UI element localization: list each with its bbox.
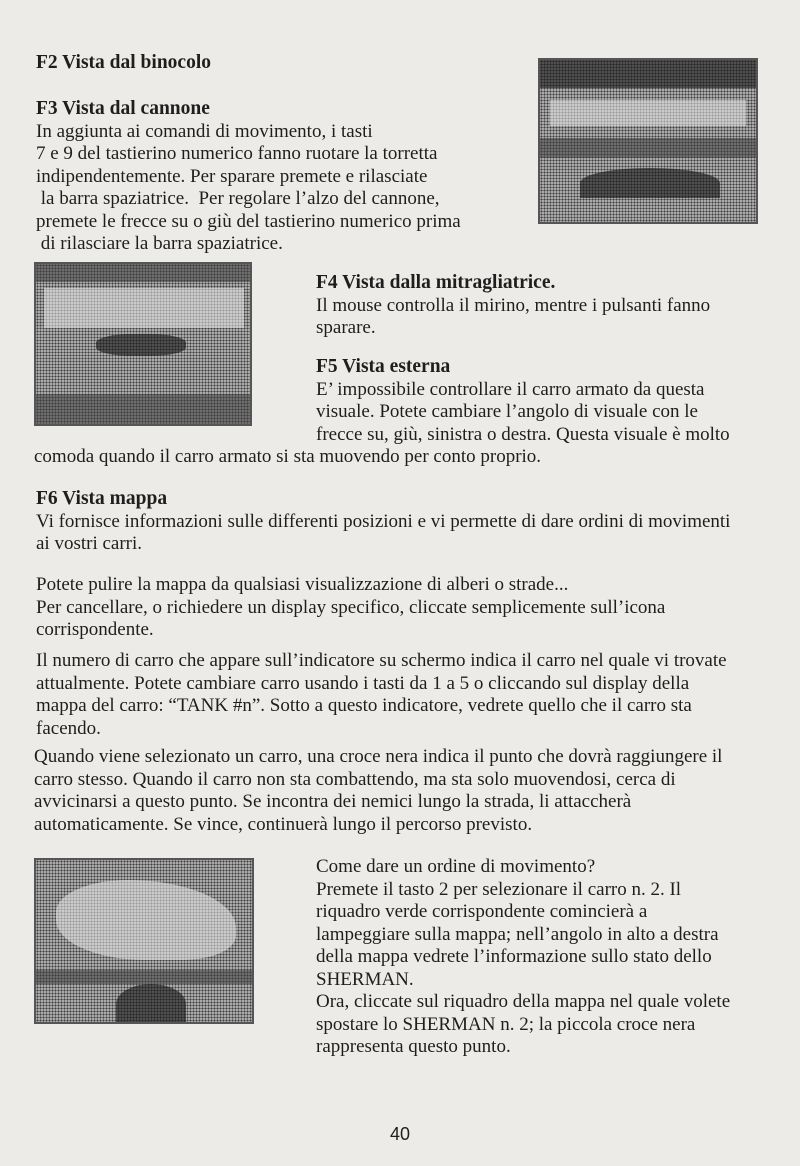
f3-line: la barra spaziatrice. Per regolare l’alzo del cannone, — [36, 188, 440, 209]
f3-heading: F3 Vista dal cannone — [36, 98, 210, 119]
f6-line: Vi fornisce informazioni sulle differenti posizioni e vi permette di dare ordini di movimenti — [36, 510, 731, 532]
paragraph-line: automaticamente. Se vince, continuerà lungo il percorso previsto. — [34, 813, 533, 835]
movement-line: lampeggiare sulla mappa; nell’angolo in alto a destra — [316, 923, 719, 945]
page-number: 40 — [389, 1124, 411, 1144]
paragraph-line: Per cancellare, o richiedere un display specifico, cliccate semplicemente sull’icona — [36, 596, 666, 618]
f5-section — [316, 356, 730, 446]
f3-line: 7 e 9 del tastierino numerico fanno ruotare la torretta — [36, 143, 438, 164]
paragraph-black-cross — [34, 746, 722, 836]
paragraph-line: Il numero di carro che appare sull’indicatore su schermo indica il carro nel quale vi trovate — [36, 650, 727, 671]
f5-heading: F5 Vista esterna — [316, 356, 451, 377]
f5-line: E’ impossibile controllare il carro armato da questa — [316, 378, 705, 400]
f3-line: premete le frecce su o giù del tastierino numerico prima — [36, 210, 461, 232]
f3-section — [36, 98, 461, 256]
f2-heading: F2 Vista dal binocolo — [36, 52, 211, 73]
f5-line: frecce su, giù, sinistra o destra. Questa visuale è molto — [316, 423, 730, 445]
map-view-screenshot — [34, 858, 254, 1024]
f3-line: di rilasciare la barra spaziatrice. — [36, 233, 283, 254]
movement-line: riquadro verde corrispondente comincierà a — [316, 901, 648, 922]
paragraph-line: Quando viene selezionato un carro, una croce nera indica il punto che dovrà raggiungere il — [34, 746, 723, 767]
paragraph-line: attualmente. Potete cambiare carro usando i tasti da 1 a 5 o cliccando sul display della — [36, 672, 690, 694]
f5-line: visuale. Potete cambiare l’angolo di visuale con le — [316, 401, 698, 422]
movement-line: Premete il tasto 2 per selezionare il carro n. 2. Il — [316, 878, 682, 900]
paragraph-line: Potete pulire la mappa da qualsiasi visualizzazione di alberi o strade... — [36, 574, 569, 595]
movement-line: SHERMAN. — [316, 968, 414, 990]
f6-line: ai vostri carri. — [36, 533, 143, 554]
f4-section — [316, 272, 710, 340]
f2-section — [36, 52, 211, 75]
f3-line: indipendentemente. Per sparare premete e rilasciate — [36, 165, 428, 187]
f5-last-line: comoda quando il carro armato si sta muovendo per conto proprio. — [34, 446, 542, 467]
f4-heading: F4 Vista dalla mitragliatrice. — [316, 272, 556, 293]
f5-continuation — [34, 446, 541, 469]
movement-order-section — [316, 856, 730, 1059]
movement-line: Come dare un ordine di movimento? — [316, 856, 596, 877]
paragraph-line: mappa del carro: “TANK #n”. Sotto a questo indicatore, vedrete quello che il carro sta — [36, 695, 692, 716]
machine-gun-view-screenshot — [34, 262, 252, 426]
f4-line: Il mouse controlla il mirino, mentre i pulsanti fanno — [316, 294, 711, 316]
f6-section — [36, 488, 730, 556]
movement-line: Ora, cliccate sul riquadro della mappa nel quale volete — [316, 991, 731, 1012]
f6-heading: F6 Vista mappa — [36, 488, 168, 509]
movement-line: spostare lo SHERMAN n. 2; la piccola croce nera — [316, 1013, 696, 1035]
paragraph-line: carro stesso. Quando il carro non sta combattendo, ma sta solo muovendosi, cerca di — [34, 768, 676, 790]
paragraph-clear-map — [36, 574, 665, 642]
cannon-view-screenshot — [538, 58, 758, 224]
paragraph-line: facendo. — [36, 717, 101, 739]
paragraph-line: corrispondente. — [36, 619, 154, 640]
f4-line: sparare. — [316, 317, 376, 338]
paragraph-line: avvicinarsi a questo punto. Se incontra dei nemici lungo la strada, li attaccherà — [34, 791, 632, 812]
paragraph-tank-number — [36, 650, 727, 740]
f3-line: In aggiunta ai comandi di movimento, i tasti — [36, 120, 373, 142]
movement-line: della mappa vedrete l’informazione sullo stato dello — [316, 946, 712, 967]
movement-line: rappresenta questo punto. — [316, 1036, 511, 1057]
